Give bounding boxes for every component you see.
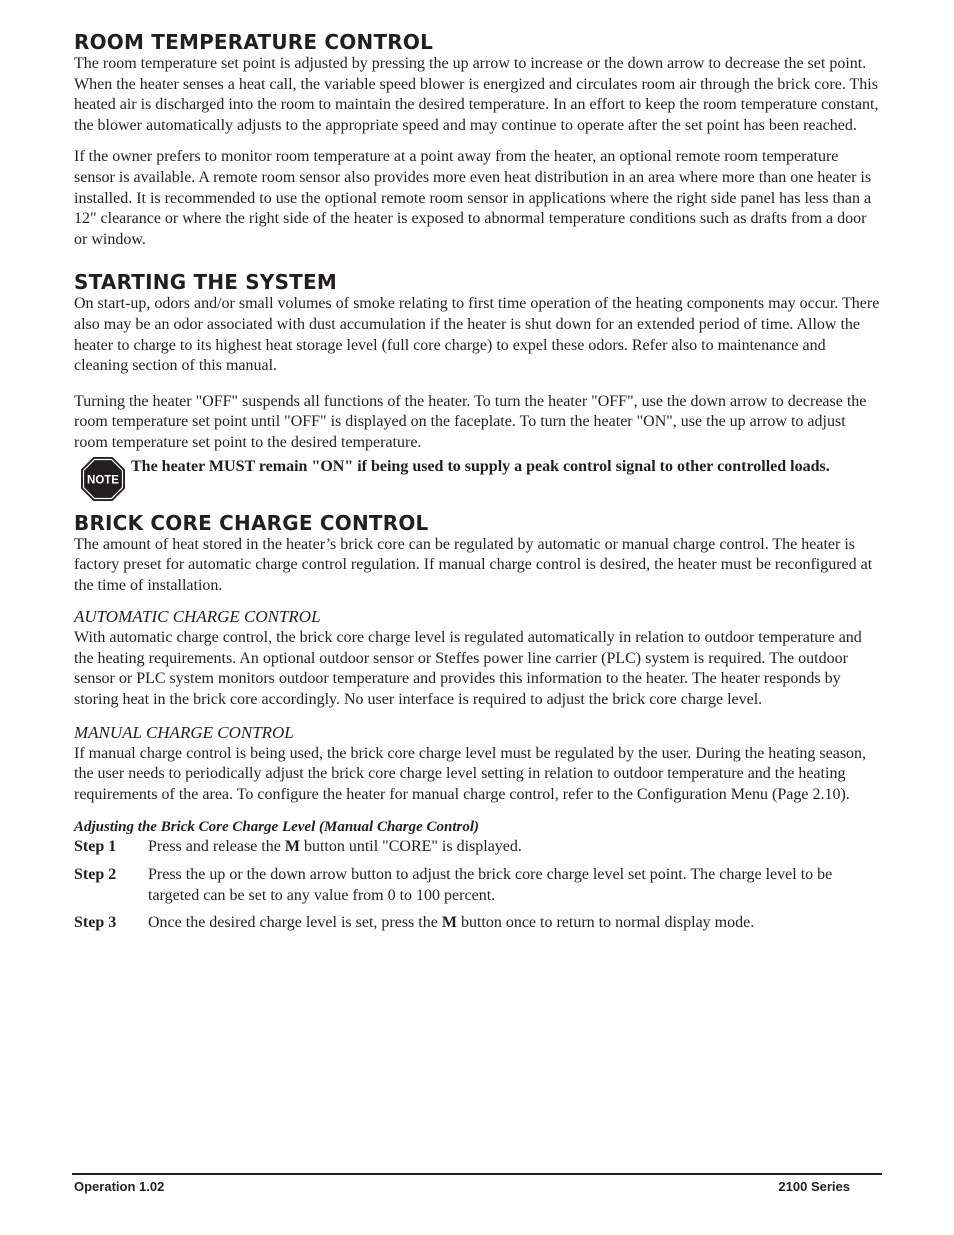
note-stop-sign-icon — [80, 456, 126, 502]
brick-core-paragraph: The amount of heat stored in the heater’s brick core can be regulated by automatic or manual charge control. The heater is factory preset for automatic charge control regulation. If manual charge control is desired, the heater must be reconfigured at the time of installation. — [74, 535, 873, 594]
note-icon-label: NOTE — [87, 474, 119, 486]
room-temperature-paragraph-2: If the owner prefers to monitor room temperature at a point away from the heater, an optional remote room temperature sensor is available. A remote room sensor also provides more even heat distribution in an area where more than one heater is installed. It is recommended to use the optional remote room sensor in applications where the right side panel has less than a 12" clearance or where the right side of the heater is exposed to abnormal temperature conditions such as drafts from a door or window. — [74, 148, 872, 248]
manual-charge-heading: MANUAL CHARGE CONTROL — [74, 722, 294, 742]
room-temperature-heading: ROOM TEMPERATURE CONTROL — [74, 30, 434, 54]
automatic-charge-heading: AUTOMATIC CHARGE CONTROL — [74, 607, 321, 627]
room-temperature-paragraph-1: The room temperature set point is adjusted by pressing the up arrow to increase or the down arrow to decrease the set point. When the heater senses a heat call, the variable speed blower is energized and circulates room air through the brick core. This heated air is discharged into the room to maintain the desired temperature. In an effort to keep the room temperature constant, the blower automatically adjusts to the appropriate speed and may continue to operate after the set point has been reached. — [74, 55, 879, 134]
adjusting-charge-heading: Adjusting the Brick Core Charge Level (Manual Charge Control) — [74, 819, 480, 836]
step-2 — [74, 865, 882, 906]
note-callout — [80, 456, 882, 502]
step-label: Step 1 — [74, 838, 117, 856]
footer-divider — [72, 1173, 882, 1175]
brick-core-heading: BRICK CORE CHARGE CONTROL — [74, 510, 429, 535]
footer-series-label: 2100 Series — [778, 1179, 850, 1194]
manual-charge-paragraph: If manual charge control is being used, the brick core charge level must be regulated by the user. During the heating season, the user needs to periodically adjust the brick core charge level setting in relation to outdoor temperature and the heating requirements of the area. To configure the heater for manual charge control, refer to the Configuration Menu (Page 2.10). — [74, 744, 867, 803]
step-text: Press the up or the down arrow button to adjust the brick core charge level set point. The charge level to be targeted can be set to any value from 0 to 100 percent. — [148, 866, 833, 904]
step-1 — [74, 837, 882, 858]
starting-system-heading: STARTING THE SYSTEM — [74, 270, 337, 295]
step-text: Press and release the M button until "CORE" is displayed. — [148, 838, 522, 856]
step-text: Once the desired charge level is set, press the M button once to return to normal display mode. — [148, 914, 755, 932]
step-label: Step 2 — [74, 866, 117, 884]
starting-system-paragraph-1: On start-up, odors and/or small volumes of smoke relating to first time operation of the heating components may occur. There also may be an odor associated with dust accumulation if the heater is shut down for an extended period of time. Allow the heater to charge to its highest heat storage level (full core charge) to expel these odors. Refer also to maintenance and cleaning section of this manual. — [74, 295, 880, 375]
footer-section-label: Operation 1.02 — [74, 1179, 165, 1194]
page-content — [74, 0, 882, 934]
step-3 — [74, 913, 882, 934]
starting-system-paragraph-2: Turning the heater "OFF" suspends all functions of the heater. To turn the heater "OFF", use the down arrow to decrease the room temperature set point until "OFF" is displayed on the faceplate. To turn the heater "ON", use the up arrow to adjust room temperature set point to the desired temperature. — [74, 392, 867, 451]
automatic-charge-paragraph: With automatic charge control, the brick core charge level is regulated automatically in relation to outdoor temperature and the heating requirements. An optional outdoor sensor or Steffes power line carrier (PLC) system is required. The outdoor sensor or PLC system monitors outdoor temperature and provides this information to the heater. The heater responds by storing heat in the brick core accordingly. No user interface is required to adjust the brick core charge level. — [74, 629, 862, 709]
note-text: The heater MUST remain "ON" if being used to supply a peak control signal to other controlled loads. — [131, 457, 830, 475]
step-label: Step 3 — [74, 914, 117, 932]
